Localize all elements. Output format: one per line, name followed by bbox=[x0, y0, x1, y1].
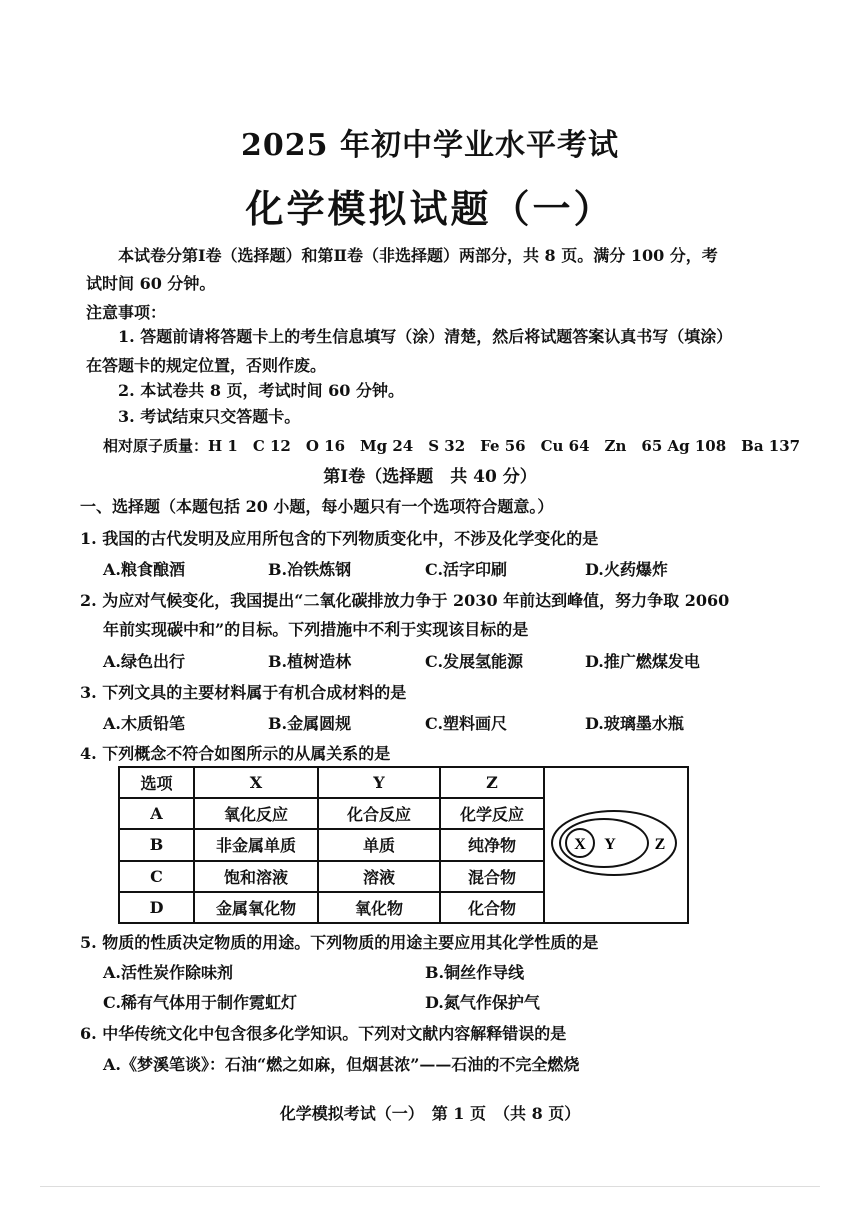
cell-x: 非金属单质 bbox=[194, 829, 318, 860]
label-x: X bbox=[574, 836, 586, 853]
cell-y: 单质 bbox=[318, 829, 440, 860]
cell-z: 化合物 bbox=[440, 892, 544, 923]
q2-option-a: A.绿色出行 bbox=[103, 652, 185, 671]
cell-x: 金属氧化物 bbox=[194, 892, 318, 923]
exam-title: 2025 年初中学业水平考试 bbox=[241, 128, 619, 163]
q1-stem: 1. 我国的古代发明及应用所包含的下列物质变化中，不涉及化学变化的是 bbox=[80, 529, 599, 548]
note-item-3: 3. 考试结束只交答题卡。 bbox=[118, 407, 301, 426]
q5-stem: 5. 物质的性质决定物质的用途。下列物质的用途主要应用其化学性质的是 bbox=[80, 933, 599, 952]
bottom-divider bbox=[40, 1186, 820, 1187]
q5-option-a: A.活性炭作除味剂 bbox=[103, 963, 233, 982]
table-header-row bbox=[119, 767, 688, 798]
q2-option-d: D.推广燃煤发电 bbox=[585, 652, 700, 671]
intro-line-1: 本试卷分第Ⅰ卷（选择题）和第Ⅱ卷（非选择题）两部分，共 8 页。满分 100 分，考 bbox=[118, 246, 718, 265]
page-footer: 化学模拟考试（一） 第 1 页 （共 8 页） bbox=[279, 1104, 581, 1123]
q6-stem: 6. 中华传统文化中包含很多化学知识。下列对文献内容解释错误的是 bbox=[80, 1024, 567, 1043]
q1-option-b: B.冶铁炼钢 bbox=[268, 560, 352, 579]
cell-y: 氧化物 bbox=[318, 892, 440, 923]
note-item-1-line-1: 1. 答题前请将答题卡上的考生信息填写（涂）清楚，然后将试题答案认真书写（填涂） bbox=[118, 327, 733, 346]
q3-option-b: B.金属圆规 bbox=[268, 714, 352, 733]
intro-line-2: 试时间 60 分钟。 bbox=[86, 274, 216, 293]
q6-option-a: A.《梦溪笔谈》：石油“燃之如麻，但烟甚浓”——石油的不完全燃烧 bbox=[103, 1055, 580, 1074]
q3-stem: 3. 下列文具的主要材料属于有机合成材料的是 bbox=[80, 683, 407, 702]
q2-stem-line-1: 2. 为应对气候变化，我国提出“二氧化碳排放力争于 2030 年前达到峰值，努力争取 2060 bbox=[80, 591, 730, 610]
header-z: Z bbox=[440, 767, 544, 798]
header-x: X bbox=[194, 767, 318, 798]
q2-option-b: B.植树造林 bbox=[268, 652, 352, 671]
q5-option-c: C.稀有气体用于制作霓虹灯 bbox=[103, 993, 298, 1012]
note-item-1-line-2: 在答题卡的规定位置，否则作废。 bbox=[86, 356, 327, 375]
q1-option-d: D.火药爆炸 bbox=[585, 560, 668, 579]
exam-subtitle: 化学模拟试题（一） bbox=[245, 186, 615, 231]
q3-option-c: C.塑料画尺 bbox=[425, 714, 508, 733]
section-1-title: 第Ⅰ卷（选择题 共 40 分） bbox=[323, 467, 537, 487]
q2-stem-line-2: 年前实现碳中和”的目标。下列措施中不利于实现该目标的是 bbox=[103, 620, 529, 639]
atomic-masses: 相对原子质量：H 1 C 12 O 16 Mg 24 S 32 Fe 56 Cu 64 Zn 65 Ag 108 Ba 137 bbox=[103, 437, 801, 455]
cell-z: 纯净物 bbox=[440, 829, 544, 860]
cell-y: 化合反应 bbox=[318, 798, 440, 829]
q1-option-c: C.活字印刷 bbox=[425, 560, 508, 579]
note-item-2: 2. 本试卷共 8 页，考试时间 60 分钟。 bbox=[118, 381, 404, 400]
label-z: Z bbox=[654, 836, 666, 853]
cell-option: B bbox=[119, 829, 194, 860]
cell-x: 饱和溶液 bbox=[194, 861, 318, 892]
venn-diagram bbox=[546, 768, 686, 918]
cell-option: C bbox=[119, 861, 194, 892]
q3-option-d: D.玻璃墨水瓶 bbox=[585, 714, 684, 733]
cell-z: 混合物 bbox=[440, 861, 544, 892]
venn-diagram-cell bbox=[544, 767, 688, 923]
q1-option-a: A.粮食酿酒 bbox=[103, 560, 185, 579]
header-option: 选项 bbox=[119, 767, 194, 798]
q4-stem: 4. 下列概念不符合如图所示的从属关系的是 bbox=[80, 744, 391, 763]
q3-option-a: A.木质铅笔 bbox=[103, 714, 185, 733]
q5-option-b: B.铜丝作导线 bbox=[425, 963, 525, 982]
cell-y: 溶液 bbox=[318, 861, 440, 892]
label-y: Y bbox=[604, 836, 616, 853]
notes-heading: 注意事项： bbox=[86, 303, 167, 322]
cell-x: 氧化反应 bbox=[194, 798, 318, 829]
cell-option: D bbox=[119, 892, 194, 923]
cell-option: A bbox=[119, 798, 194, 829]
cell-z: 化学反应 bbox=[440, 798, 544, 829]
q5-option-d: D.氮气作保护气 bbox=[425, 993, 540, 1012]
part-1-instructions: 一、选择题（本题包括 20 小题，每小题只有一个选项符合题意。） bbox=[80, 497, 554, 516]
header-y: Y bbox=[318, 767, 440, 798]
q4-table bbox=[118, 766, 689, 924]
q2-option-c: C.发展氢能源 bbox=[425, 652, 524, 671]
